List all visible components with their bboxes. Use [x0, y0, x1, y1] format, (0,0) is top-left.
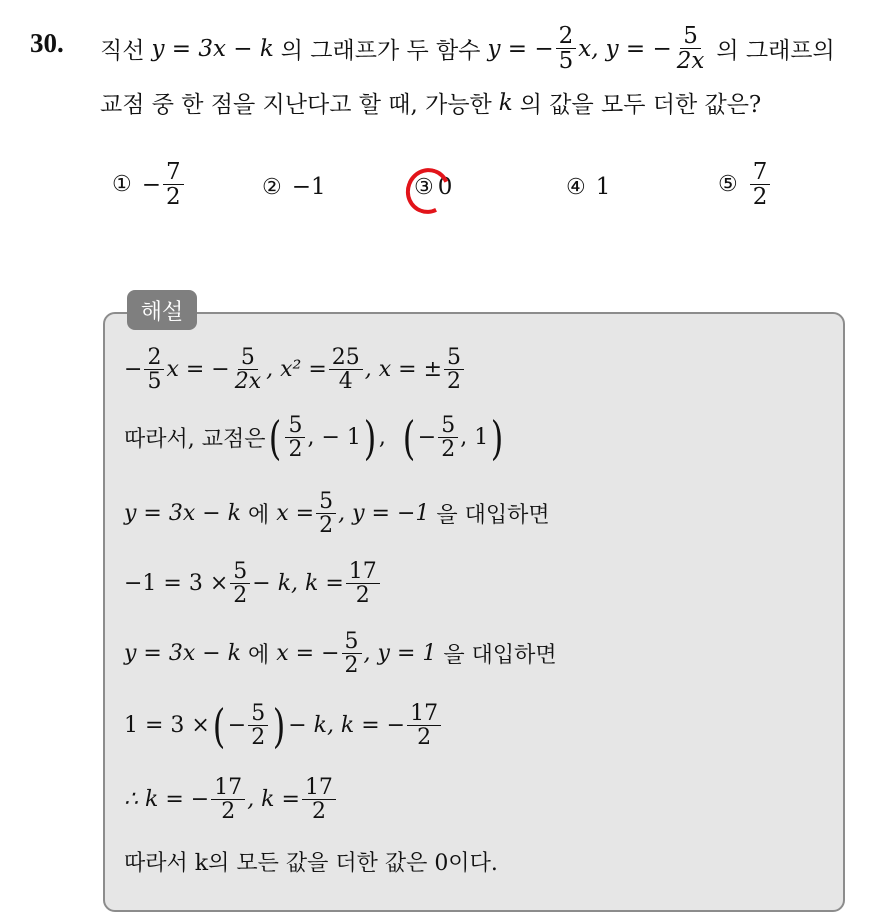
answer-circle-mark: [399, 162, 456, 220]
fraction: [342, 630, 362, 677]
question-line-2-a: 교점 중 한 점을 지난다고 할 때, 가능한: [100, 92, 492, 118]
fraction-numerator: 17: [302, 776, 336, 800]
variable-k: k: [498, 89, 513, 116]
fraction: [407, 702, 441, 749]
fraction-numerator: 2: [556, 24, 577, 49]
choice-marker: ③: [414, 174, 434, 200]
text: ∴ k = −: [124, 787, 210, 813]
choice-marker: ⑤: [718, 172, 738, 198]
fraction-denominator: 2: [752, 184, 768, 211]
fraction-denominator: 2: [166, 184, 181, 211]
function-1-lhs: y = −: [487, 35, 554, 62]
choice-marker: ④: [566, 174, 586, 200]
paren-left: (: [402, 410, 416, 465]
fraction-denominator: 2: [288, 437, 303, 463]
function-2-fraction: [674, 24, 708, 73]
fraction: [302, 776, 336, 823]
solution-tag: 해설: [127, 290, 197, 330]
question-number: 30.: [30, 28, 64, 58]
fraction: [211, 776, 245, 823]
text: , k =: [247, 787, 300, 813]
choice-1[interactable]: [112, 160, 186, 209]
question-line-1: [100, 24, 835, 73]
choice-marker: ②: [262, 174, 282, 200]
solution-line-5: [124, 630, 557, 677]
text: x = −: [276, 641, 340, 667]
question-line-2-b: 의 값을 모두 더한 값은?: [519, 92, 762, 118]
fraction-denominator: 2: [233, 583, 248, 609]
text: −: [417, 425, 437, 451]
paren-left: (: [268, 410, 281, 465]
solution-line-2: [124, 410, 506, 465]
fraction: [230, 560, 250, 607]
choice-value: 1: [595, 174, 611, 200]
fraction: [232, 346, 264, 393]
function-2-lhs: y = −: [605, 35, 672, 62]
fraction-numerator: 17: [407, 702, 441, 726]
fraction-denominator: 2: [344, 653, 359, 679]
choice-fraction: [163, 160, 184, 209]
fraction: [438, 414, 458, 461]
fraction-numerator: 5: [342, 630, 362, 654]
fraction-denominator: 2: [311, 799, 326, 825]
text: y = 3x − k: [124, 641, 242, 667]
choice-2[interactable]: [262, 174, 326, 200]
choice-value: 0: [437, 174, 453, 200]
fraction-denominator: 2: [417, 725, 432, 751]
fraction-numerator: 17: [346, 560, 380, 584]
fraction: [248, 702, 268, 749]
text: , 1: [460, 425, 489, 451]
text: , y = 1: [363, 641, 437, 667]
question-mid-text: 의 그래프가 두 함수: [280, 38, 481, 65]
fraction-denominator: 2x: [676, 48, 705, 75]
paren-right: ): [490, 410, 504, 465]
text: , x = ±: [364, 357, 442, 383]
fraction-denominator: 5: [558, 48, 574, 75]
paren-right: ): [272, 698, 286, 753]
text: −1 = 3 ×: [124, 571, 229, 597]
solution-line-8: [124, 846, 498, 877]
fraction-denominator: 2x: [234, 369, 262, 395]
solution-line-7: [124, 776, 338, 823]
text: x = −: [166, 357, 230, 383]
text: 을 대입하면: [436, 503, 550, 529]
fraction-numerator: 5: [285, 414, 305, 438]
fraction-numerator: 5: [438, 414, 458, 438]
paren-left: (: [212, 698, 226, 753]
fraction-denominator: 5: [147, 369, 162, 395]
fraction: [144, 346, 164, 393]
fraction-denominator: 2: [251, 725, 266, 751]
fraction: [316, 490, 336, 537]
text: , − 1: [307, 425, 361, 451]
text: 1 = 3 ×: [124, 713, 210, 739]
fraction-numerator: 5: [444, 346, 464, 370]
fraction-numerator: 5: [248, 702, 268, 726]
text: 에: [248, 503, 270, 529]
function-1-fraction: [556, 24, 577, 73]
fraction-numerator: 5: [680, 24, 701, 49]
text: x =: [276, 501, 315, 527]
fraction-denominator: 4: [338, 369, 353, 395]
fraction-denominator: 2: [355, 583, 370, 609]
fraction: [329, 346, 363, 393]
choice-marker: ①: [112, 172, 132, 198]
fraction-numerator: 7: [750, 160, 771, 185]
fraction-numerator: 7: [163, 160, 184, 185]
choice-fraction: [750, 160, 771, 209]
fraction-numerator: 5: [238, 346, 258, 370]
text: , x² =: [266, 357, 327, 383]
paren-right: ): [363, 410, 377, 465]
fraction-denominator: 2: [221, 799, 236, 825]
choice-sign: −: [141, 171, 162, 198]
choice-value: −1: [291, 174, 326, 200]
solution-line-3: [124, 490, 550, 537]
fraction-numerator: 5: [230, 560, 250, 584]
fraction-denominator: 2: [441, 437, 456, 463]
text: 에: [248, 643, 270, 669]
fraction-numerator: 5: [316, 490, 336, 514]
text: −: [227, 713, 247, 739]
choice-4[interactable]: [566, 174, 610, 200]
solution-line-4: [124, 560, 382, 607]
fraction: [346, 560, 380, 607]
text: − k, k =: [252, 571, 344, 597]
fraction-denominator: 2: [447, 369, 461, 395]
conclusion-text: 따라서 k의 모든 값을 더한 값은 0이다.: [124, 851, 498, 876]
fraction-denominator: 2: [319, 513, 334, 539]
question-mid-text-2: 의 그래프의: [716, 38, 835, 65]
text: 따라서, 교점은: [124, 427, 266, 453]
fraction-numerator: 2: [144, 346, 164, 370]
line-equation: y = 3x − k: [151, 35, 274, 62]
choice-5[interactable]: [718, 160, 772, 209]
question-line-2: [100, 86, 761, 119]
text: 을 대입하면: [443, 643, 557, 669]
text: ,: [378, 425, 386, 451]
fraction-numerator: 17: [211, 776, 245, 800]
text: , y = −1: [338, 501, 430, 527]
solution-line-1: [124, 346, 466, 393]
text: −: [124, 357, 143, 383]
fraction: [444, 346, 464, 393]
text: y = 3x − k: [124, 501, 242, 527]
text: − k, k = −: [288, 713, 406, 739]
fraction-numerator: 25: [329, 346, 363, 370]
fraction: [285, 414, 305, 461]
function-1-tail: x,: [578, 35, 599, 62]
question-intro: 직선: [100, 38, 145, 65]
solution-line-6: [124, 698, 443, 753]
